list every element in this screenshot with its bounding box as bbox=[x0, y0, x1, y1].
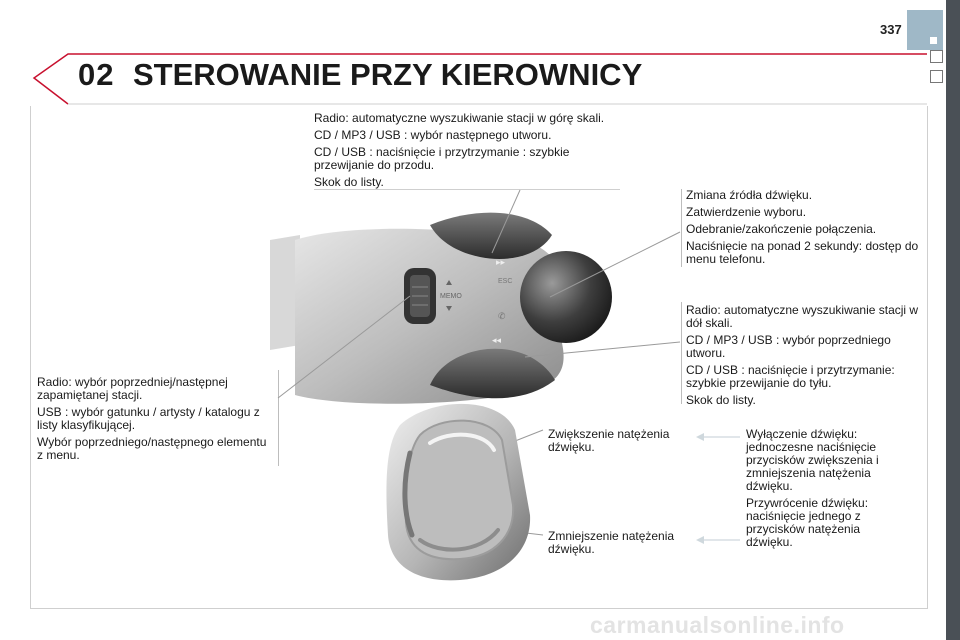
text-line: Przywrócenie dźwięku: naciśnięcie jednego z przycisków natężenia dźwięku. bbox=[746, 496, 869, 549]
text-line: Skok do listy. bbox=[314, 175, 384, 189]
text-line: Wybór poprzedniego/następnego elementu z menu. bbox=[37, 435, 267, 462]
source-description bbox=[686, 189, 926, 270]
arrow-head-icon bbox=[696, 433, 704, 441]
text-line: CD / MP3 / USB : wybór poprzedniego utworu. bbox=[686, 333, 891, 360]
text-line: Radio: automatyczne wyszukiwanie stacji w dół skali. bbox=[686, 303, 919, 330]
mute-description bbox=[746, 428, 896, 553]
text-line: CD / USB : naciśnięcie i przytrzymanie : szybkie przewijanie do przodu. bbox=[314, 145, 570, 172]
empty-box-icon bbox=[930, 50, 943, 63]
memo-label: MEMO bbox=[440, 293, 462, 300]
text-line: CD / MP3 / USB : wybór następnego utworu. bbox=[314, 128, 552, 142]
side-bar bbox=[946, 0, 960, 640]
scroll-wheel-description bbox=[37, 376, 273, 466]
side-checkboxes bbox=[930, 50, 943, 90]
arrow-head-icon bbox=[696, 536, 704, 544]
section-number: 02 bbox=[78, 57, 115, 92]
text-line: Odebranie/zakończenie połączenia. bbox=[686, 222, 877, 236]
rewind-icon: ◂◂ bbox=[492, 336, 502, 346]
page-number: 337 bbox=[880, 22, 902, 37]
text-line: Zatwierdzenie wyboru. bbox=[686, 205, 807, 219]
tab-square-icon bbox=[930, 37, 937, 44]
seek-up-description bbox=[314, 112, 634, 193]
text-line: Radio: automatyczne wyszukiwanie stacji w górę skali. bbox=[314, 111, 605, 125]
page-tab-marker bbox=[907, 10, 943, 50]
text-line: Wyłączenie dźwięku: jednoczesne naciśnięcie przycisków zwiększenia i zmniejszenia natężenia dźwięku. bbox=[746, 427, 879, 493]
text-line: USB : wybór gatunku / artysty / katalogu z listy klasyfikującej. bbox=[37, 405, 260, 432]
upper-control-stalk bbox=[270, 213, 612, 404]
source-knob bbox=[520, 251, 612, 343]
text-line: Zwiększenie natężenia dźwięku. bbox=[548, 427, 670, 454]
text-line: Naciśnięcie na ponad 2 sekundy: dostęp do menu telefonu. bbox=[686, 239, 919, 266]
esc-label: ESC bbox=[498, 278, 513, 285]
page-title: STEROWANIE PRZY KIEROWNICY bbox=[133, 57, 643, 92]
text-line: Radio: wybór poprzedniej/następnej zapamiętanej stacji. bbox=[37, 375, 228, 402]
text-line: Zmiana źródła dźwięku. bbox=[686, 188, 813, 202]
text-line: CD / USB : naciśnięcie i przytrzymanie: szybkie przewijanie do tyłu. bbox=[686, 363, 895, 390]
volume-control-pad bbox=[386, 404, 530, 580]
watermark: carmanualsonline.info bbox=[590, 612, 845, 638]
phone-icon: ✆ bbox=[498, 312, 506, 322]
text-line: Zmniejszenie natężenia dźwięku. bbox=[548, 529, 675, 556]
text-line: Skok do listy. bbox=[686, 393, 756, 407]
fast-forward-icon: ▸▸ bbox=[496, 258, 506, 268]
mute-arrows bbox=[690, 430, 746, 550]
seek-down-description bbox=[686, 304, 922, 411]
steering-controls-illustration bbox=[270, 185, 690, 605]
empty-box-icon bbox=[930, 70, 943, 83]
